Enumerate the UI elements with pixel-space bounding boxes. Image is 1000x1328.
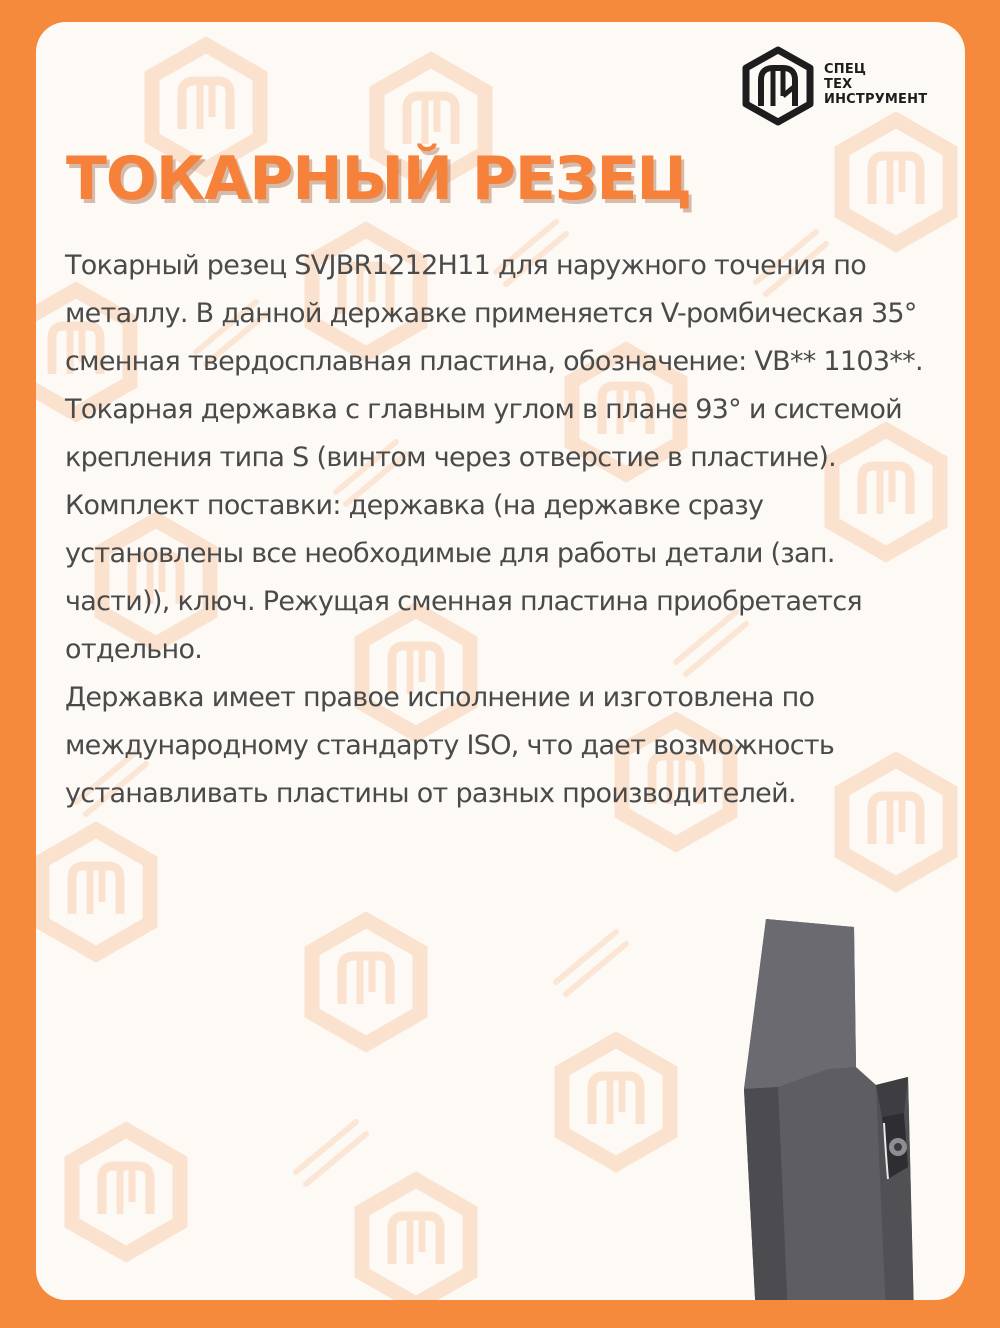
page-title: ТОКАРНЫЙ РЕЗЕЦ	[66, 144, 692, 214]
watermark-hexagon-icon	[42, 830, 150, 954]
watermark-hexagon-icon	[842, 120, 950, 244]
content-card	[36, 22, 965, 1300]
brand-name	[824, 62, 927, 107]
hexagon-sti-logo-icon	[742, 46, 814, 126]
brand-logo	[742, 46, 962, 126]
description-paragraph: Токарный резец SVJBR1212H11 для наружного точения по металлу. В данной державке применяется V-ромбическая 35° сменная твердосплавная пластина, обозначение: VB** 1103**.	[65, 250, 923, 377]
brand-name-line: ИНСТРУМЕНТ	[824, 92, 928, 107]
tool-holder-image	[736, 917, 936, 1300]
brand-name-line: СПЕЦ	[824, 62, 867, 77]
description	[65, 242, 935, 818]
watermark-hexagon-icon	[312, 920, 420, 1044]
description-paragraph: Комплект поставки: державка (на державке сразу установлены все необходимые для работы детали (зап. части)), ключ. Режущая сменная пластина приобретается отдельно.	[65, 490, 862, 665]
description-paragraph: Токарная державка с главным углом в плане 93° и системой крепления типа S (винтом через отверстие в пластине).	[65, 394, 902, 473]
brand-name-line: ТЕХ	[824, 77, 853, 92]
description-paragraph: Державка имеет правое исполнение и изготовлена по международному стандарту ISO, что дает возможность устанавливать пластины от разных производителей.	[65, 682, 835, 809]
watermark-hexagon-icon	[72, 1130, 180, 1254]
watermark-hexagon-icon	[562, 1040, 670, 1164]
watermark-hexagon-icon	[362, 1180, 470, 1300]
